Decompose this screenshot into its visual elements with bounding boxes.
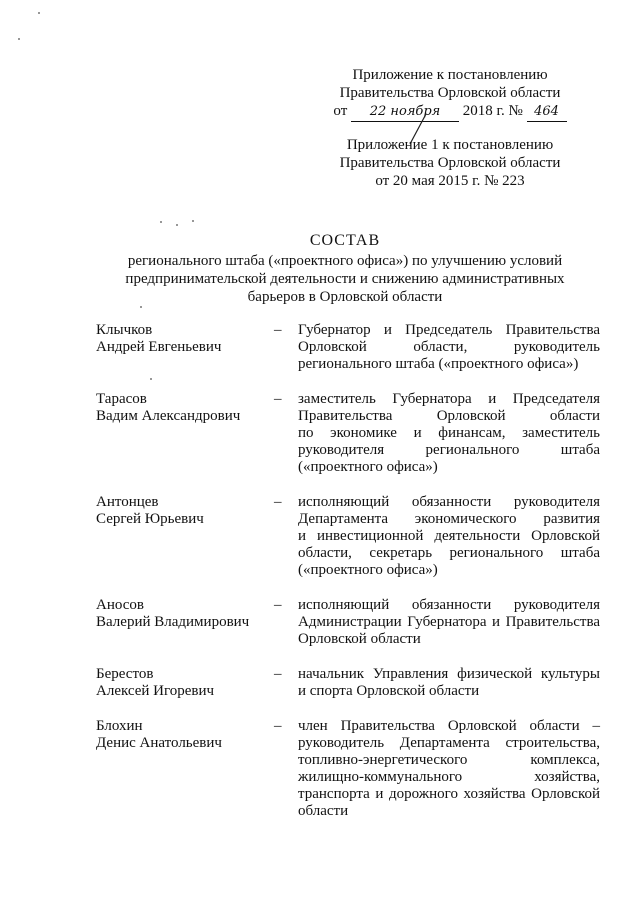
member-role-line: области: [298, 803, 349, 819]
member-name: [96, 391, 272, 476]
scan-speck: [18, 38, 20, 40]
member-dash: –: [274, 597, 282, 613]
member-dash: –: [274, 718, 282, 734]
appendix-original-line2: Правительства Орловской области: [339, 155, 561, 171]
member-dash: –: [274, 666, 282, 682]
member-role-line: Орловской области, руководитель: [298, 339, 600, 355]
member-row: [96, 718, 600, 820]
member-role-line: исполняющий обязанности руководителя: [298, 494, 600, 510]
title-line2: предпринимательской деятельности и снижению административных: [125, 271, 565, 287]
scan-speck: [140, 306, 142, 308]
member-role-line: Орловской области: [298, 631, 421, 647]
member-role-line: транспорта и дорожного хозяйства Орловской: [298, 786, 600, 802]
scan-speck: [176, 224, 178, 226]
member-dash: –: [274, 494, 282, 510]
handwritten-date: 22 ноября: [351, 103, 459, 122]
member-role-line: по экономике и финансам, заместитель: [298, 425, 600, 441]
member-surname: Аносов: [96, 597, 144, 613]
member-given-names: Денис Анатольевич: [96, 735, 222, 751]
appendix-original-line3: от 20 мая 2015 г. № 223: [375, 173, 525, 189]
appendix-original-line1: Приложение 1 к постановлению: [346, 137, 554, 153]
member-role-line: («проектного офиса»): [298, 459, 438, 475]
handwritten-number: 464: [527, 103, 567, 122]
member-role-line: области, секретарь регионального штаба: [298, 545, 600, 561]
member-role-line: регионального штаба («проектного офиса»): [298, 356, 579, 372]
member-surname: Берестов: [96, 666, 154, 682]
member-role-line: жилищно-коммунального хозяйства,: [298, 769, 600, 785]
member-dash: –: [274, 391, 282, 407]
member-role-line: Правительства Орловской области: [298, 408, 600, 424]
member-role-line: Губернатор и Председатель Правительства: [298, 322, 600, 338]
title-caption: СОСТАВ: [309, 232, 381, 249]
member-surname: Тарасов: [96, 391, 147, 407]
member-role-line: и спорта Орловской области: [298, 683, 480, 699]
member-role: [298, 666, 600, 700]
title-line3: барьеров в Орловской области: [247, 289, 443, 305]
member-surname: Антонцев: [96, 494, 159, 510]
member-role-line: член Правительства Орловской области –: [298, 718, 600, 734]
member-row: [96, 666, 600, 700]
member-given-names: Валерий Владимирович: [96, 614, 250, 630]
member-name: [96, 322, 272, 373]
member-role-line: топливно-энергетического комплекса,: [298, 752, 600, 768]
member-role: [298, 391, 600, 476]
date-prefix: от: [333, 103, 348, 119]
member-role: [298, 322, 600, 373]
member-role-line: Администрации Губернатора и Правительства: [298, 614, 600, 630]
member-role: [298, 494, 600, 579]
member-dash: –: [274, 322, 282, 338]
member-name: [96, 597, 272, 648]
member-role-line: начальник Управления физической культуры: [298, 666, 600, 682]
appendix-current-line2: Правительства Орловской области: [339, 85, 561, 101]
member-given-names: Андрей Евгеньевич: [96, 339, 222, 355]
member-role-line: Департамента экономического развития: [298, 511, 600, 527]
member-role-line: руководитель Департамента строительства,: [298, 735, 600, 751]
scan-speck: [192, 220, 194, 222]
member-role-line: заместитель Губернатора и Председателя: [298, 391, 600, 407]
scan-speck: [160, 221, 162, 223]
member-name: [96, 718, 272, 820]
member-row: [96, 597, 600, 648]
member-surname: Блохин: [96, 718, 143, 734]
member-name: [96, 494, 272, 579]
title-line1: регионального штаба («проектного офиса») по улучшению условий: [127, 253, 563, 269]
members-list: [96, 322, 600, 838]
member-row: [96, 322, 600, 373]
member-given-names: Алексей Игоревич: [96, 683, 215, 699]
member-row: [96, 494, 600, 579]
appendix-current-line1: Приложение к постановлению: [352, 67, 548, 83]
member-given-names: Сергей Юрьевич: [96, 511, 204, 527]
member-role-line: руководителя регионального штаба: [298, 442, 600, 458]
member-role-line: и инвестиционной деятельности Орловской: [298, 528, 600, 544]
member-role-line: («проектного офиса»): [298, 562, 438, 578]
member-role: [298, 597, 600, 648]
member-given-names: Вадим Александрович: [96, 408, 241, 424]
member-name: [96, 666, 272, 700]
document-title: [95, 232, 595, 306]
year-text: 2018 г. №: [462, 103, 523, 119]
scan-speck: [38, 12, 40, 14]
appendix-original: [300, 136, 600, 190]
member-row: [96, 391, 600, 476]
member-surname: Клычков: [96, 322, 153, 338]
member-role: [298, 718, 600, 820]
member-role-line: исполняющий обязанности руководителя: [298, 597, 600, 613]
